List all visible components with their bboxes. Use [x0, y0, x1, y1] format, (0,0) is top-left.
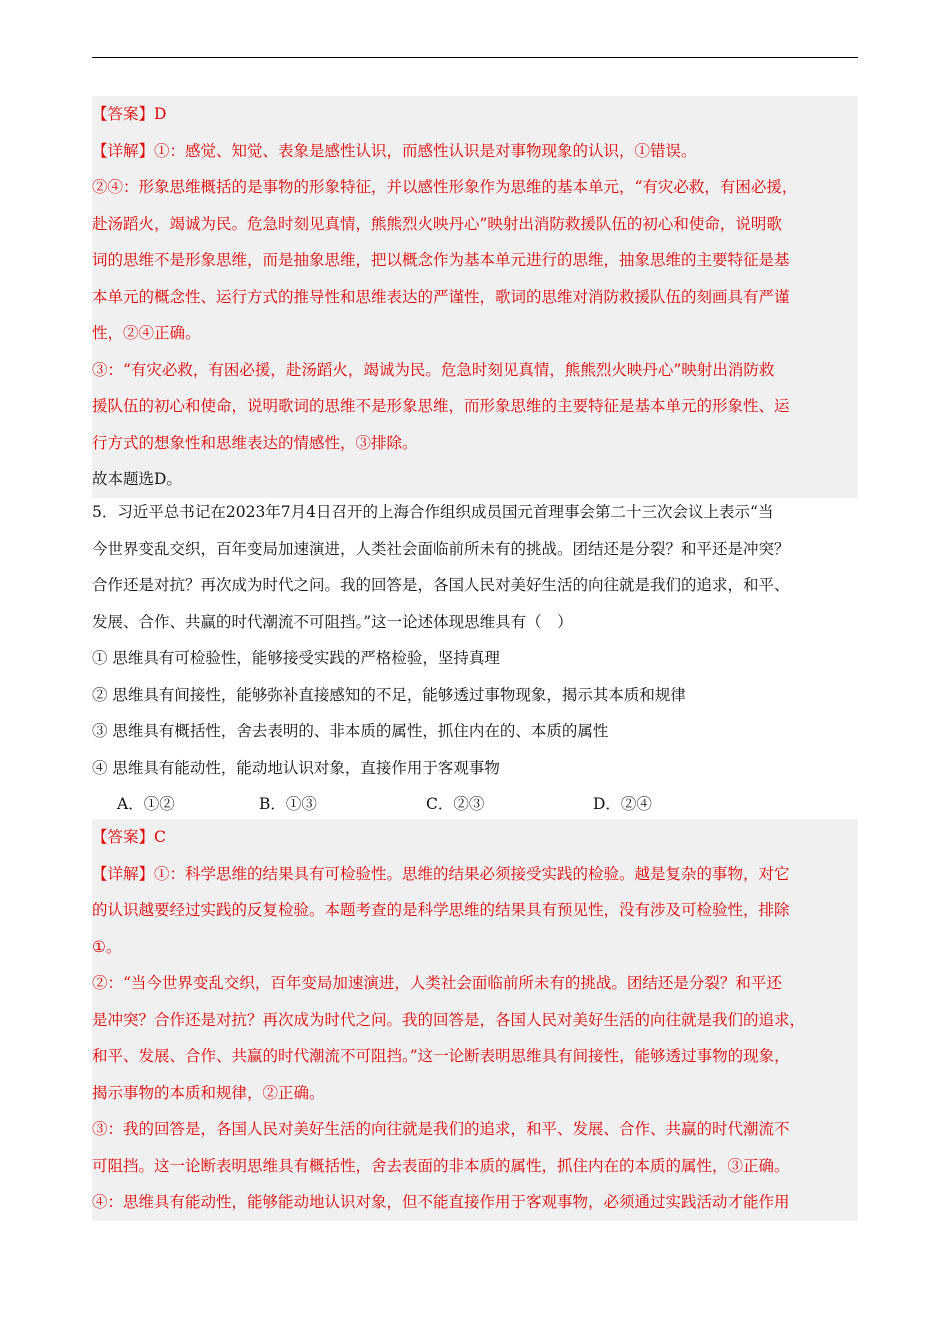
detail-line: 可阻挡。这一论断表明思维具有概括性，舍去表面的非本质的属性，抓住内在的本质的属性，③正确。: [92, 1156, 790, 1175]
options-row: [92, 786, 858, 823]
question-stem-line: 今世界变乱交织，百年变局加速演进，人类社会面临前所未有的挑战。团结还是分裂？和平还是冲突？: [92, 539, 790, 558]
answer-conclusion: 故本题选D。: [92, 470, 182, 488]
statement-3: ③ 思维具有概括性，舍去表明的、非本质的属性，抓住内在的、本质的属性: [92, 722, 609, 740]
statement-4: ④ 思维具有能动性，能动地认识对象，直接作用于客观事物: [92, 758, 500, 777]
answer-block-q4: [92, 96, 858, 498]
option-a: A．①②: [117, 795, 175, 813]
option-b: B．①③: [259, 795, 317, 813]
answer-block-q5: [92, 819, 858, 1221]
detail-line: 【详解】①：感觉、知觉、表象是感性认识，而感性认识是对事物现象的认识，①错误。: [92, 141, 697, 160]
detail-line: ②：“当今世界变乱交织，百年变局加速演进，人类社会面临前所未有的挑战。团结还是分裂？和平还: [92, 974, 782, 992]
answer-label: 【答案】D: [92, 105, 167, 123]
question-stem-line: 合作还是对抗？再次成为时代之问。我的回答是，各国人民对美好生活的向往就是我们的追求，和平、: [92, 576, 790, 594]
statement-2: ② 思维具有间接性，能够弥补直接感知的不足，能够透过事物现象，揭示其本质和规律: [92, 685, 686, 704]
detail-line: ④：思维具有能动性，能够能动地认识对象，但不能直接作用于客观事物，必须通过实践活动才能作用: [92, 1193, 790, 1211]
detail-line: ③：我的回答是，各国人民对美好生活的向往就是我们的追求，和平、发展、合作、共赢的时代潮流不: [92, 1120, 790, 1138]
header-rule: [92, 57, 858, 58]
detail-line: 的认识越要经过实践的反复检验。本题考查的是科学思维的结果具有预见性，没有涉及可检验性，排除: [92, 901, 790, 919]
statement-1: ① 思维具有可检验性，能够接受实践的严格检验，坚持真理: [92, 649, 500, 667]
detail-line: ②④：形象思维概括的是事物的形象特征，并以感性形象作为思维的基本单元，“有灾必救，有困必援，: [92, 178, 798, 196]
detail-line: 行方式的想象性和思维表达的情感性，③排除。: [92, 433, 418, 452]
detail-line: 和平、发展、合作、共赢的时代潮流不可阻挡。”这一论断表明思维具有间接性，能够透过事物的现象，: [92, 1047, 790, 1065]
detail-line: 揭示事物的本质和规律，②正确。: [92, 1083, 325, 1102]
detail-line: 是冲突？合作还是对抗？再次成为时代之问。我的回答是，各国人民对美好生活的向往就是我们的追求，: [92, 1010, 806, 1029]
detail-line: 本单元的概念性、运行方式的推导性和思维表达的严谨性，歌词的思维对消防救援队伍的刻画具有严谨: [92, 287, 790, 306]
detail-line: ③：“有灾必救，有困必援，赴汤蹈火，竭诚为民。危急时刻见真情，熊熊烈火映丹心”映射出消防救: [92, 360, 775, 379]
detail-line: 词的思维不是形象思维，而是抽象思维，把以概念作为基本单元进行的思维，抽象思维的主要特征是基: [92, 251, 790, 269]
detail-line: ①。: [92, 937, 122, 956]
detail-line: 赴汤蹈火，竭诚为民。危急时刻见真情，熊熊烈火映丹心”映射出消防救援队伍的初心和使命，说明歌: [92, 214, 782, 233]
question-5: [92, 494, 858, 823]
detail-line: 【详解】①：科学思维的结果具有可检验性。思维的结果必须接受实践的检验。越是复杂的事物，对它: [92, 864, 790, 883]
option-c: C．②③: [426, 795, 485, 813]
detail-line: 援队伍的初心和使命，说明歌词的思维不是形象思维，而形象思维的主要特征是基本单元的形象性、运: [92, 397, 790, 415]
question-stem-line: 发展、合作、共赢的时代潮流不可阻挡。”这一论述体现思维具有（ ）: [92, 612, 573, 631]
detail-line: 性，②④正确。: [92, 324, 201, 342]
question-stem-line: 5．习近平总书记在2023年7月4日召开的上海合作组织成员国元首理事会第二十三次会议上表示“当: [92, 503, 774, 521]
option-d: D．②④: [593, 795, 652, 813]
answer-label: 【答案】C: [92, 828, 166, 846]
